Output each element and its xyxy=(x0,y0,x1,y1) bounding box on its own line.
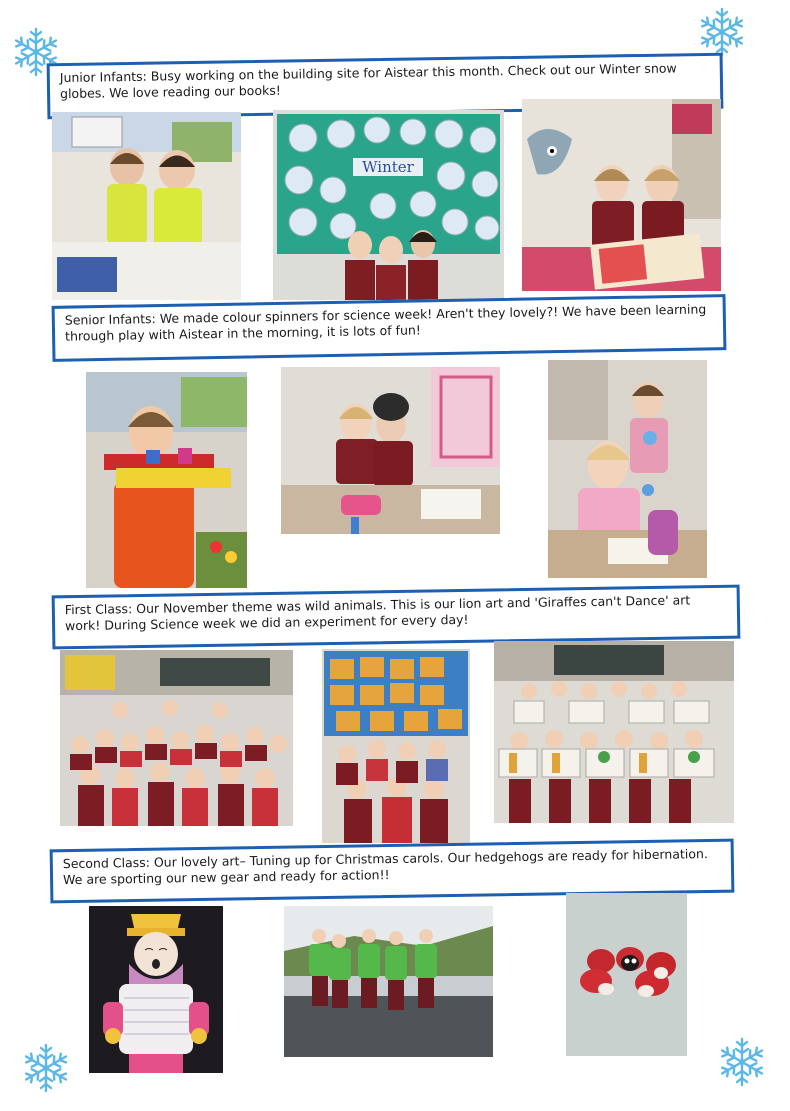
photo-lego-build xyxy=(86,372,247,588)
snowflake-icon xyxy=(20,1042,72,1094)
photo-hedgehogs xyxy=(566,893,687,1056)
photo-building-site xyxy=(52,112,241,300)
photo-reading-books xyxy=(522,99,721,291)
photo-winter-snow-globes xyxy=(273,110,504,300)
winter-sign: Winter xyxy=(362,158,414,176)
caption-second-class: Second Class: Our lovely art– Tuning up for Christmas carols. Our hedgehogs are ready for hibernation. We are sporting our new gear and ready for action!! xyxy=(50,839,735,904)
photo-class-group xyxy=(60,650,293,826)
caption-senior-infants: Senior Infants: We made colour spinners for science week! Aren't they lovely?! We have been learning through play with Aistear in the morning, it is lots of fun! xyxy=(52,294,727,362)
photo-carol-singer-art xyxy=(89,906,223,1073)
photo-girls-spinners xyxy=(548,360,707,578)
photo-lion-art-wall xyxy=(322,649,470,843)
photo-new-gear xyxy=(284,906,493,1057)
caption-junior-infants: Junior Infants: Busy working on the building site for Aistear this month. Check out our Winter snow globes. We love reading our books! xyxy=(47,53,724,120)
snowflake-icon xyxy=(716,1036,768,1088)
snowflake-icon xyxy=(696,6,748,58)
caption-first-class: First Class: Our November theme was wild animals. This is our lion art and 'Giraffes can't Dance' art work! During Science week we did an experiment for every day! xyxy=(52,585,741,650)
photo-colour-spinners xyxy=(281,367,500,534)
photo-giraffe-art xyxy=(494,641,734,823)
